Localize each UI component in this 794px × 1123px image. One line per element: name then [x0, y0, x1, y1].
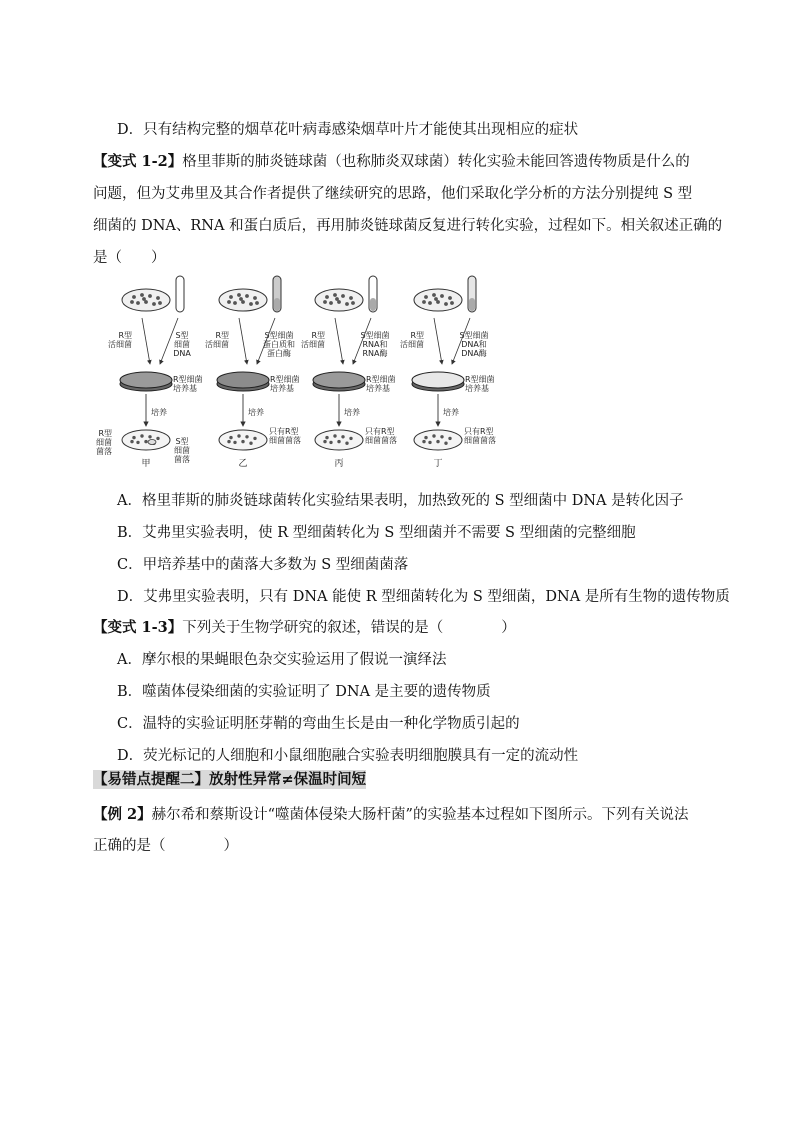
col-2-medium-plate — [217, 372, 269, 388]
col-3-source-dish — [315, 289, 363, 311]
col-4-only-r-label-line-2: 细菌菌落 — [464, 436, 496, 445]
col-1-source-colony — [132, 295, 136, 299]
col-4-source-dish — [414, 289, 462, 311]
col-2-result-r-colony — [245, 435, 248, 438]
col-1-source-colony — [156, 296, 160, 300]
col-3-medium-label-line-1: R型细菌 — [366, 375, 396, 384]
col-3-result-r-colony — [329, 441, 332, 444]
error-reminder-heading — [93, 770, 366, 790]
col-3-only-r-label-line-1: 只有R型 — [365, 427, 395, 436]
col-4-result-r-colony — [440, 435, 443, 438]
col-1-result-r-colony — [130, 440, 133, 443]
col-4-source-colony — [422, 300, 426, 304]
col-2-result-r-colony — [237, 434, 240, 437]
col-3-r-bacteria-label-line-1: R型 — [311, 331, 325, 340]
col-1-result-s-colony — [148, 440, 156, 445]
col-3-source-colony — [329, 301, 333, 305]
col-1-medium-plate — [120, 372, 172, 388]
col-4-source-colony — [444, 302, 448, 306]
col-4-source-colony — [450, 301, 454, 305]
col-4-result-r-colony — [424, 436, 427, 439]
col-4-source-colony — [428, 301, 432, 305]
example-2-stem-line-2: 正确的是（ ） — [93, 838, 238, 854]
col-3-addition-label-line-3: RNA酶 — [362, 349, 388, 358]
col-3-medium-label-line-2: 培养基 — [366, 384, 390, 393]
variant-1-3-tag: 【变式 1-3】 — [93, 619, 183, 636]
col-3-result-r-colony — [345, 442, 348, 445]
col-4-result-r-colony — [428, 441, 431, 444]
col-4-arrow-left — [434, 318, 442, 364]
col-4-source-colony — [440, 294, 444, 298]
col-1-r-bacteria-label-line-2: 活细菌 — [108, 340, 132, 349]
variant-1-2-option-d: D．艾弗里实验表明，只有 DNA 能使 R 型细菌转化为 S 型细菌，DNA 是所有生物的遗传物质 — [117, 589, 730, 605]
col-2-source-dish — [219, 289, 267, 311]
col-4-result-r-colony — [448, 437, 451, 440]
col-1-addition-label-line-1: S型 — [175, 331, 189, 340]
col-2-only-r-label-line-1: 只有R型 — [269, 427, 299, 436]
col-2-result-r-colony — [253, 437, 256, 440]
col-4-result-r-colony — [432, 434, 435, 437]
variant-1-2-stem-line-1: 【变式 1-2】格里菲斯的肺炎链球菌（也称肺炎双球菌）转化实验未能回答遗传物质是什么的 — [93, 153, 690, 170]
variant-1-2-stem-line-2: 问题，但为艾弗里及其合作者提供了继续研究的思路，他们采取化学分析的方法分别提纯 S 型 — [93, 186, 693, 202]
col-3-source-colony — [345, 302, 349, 306]
question-option-d: D．只有结构完整的烟草花叶病毒感染烟草叶片才能使其出现相应的症状 — [117, 122, 579, 138]
col-2-result-r-colony — [241, 440, 244, 443]
col-2-tube-liquid — [274, 298, 280, 311]
col-1-source-colony — [140, 293, 144, 297]
col-4-r-bacteria-label-line-1: R型 — [410, 331, 424, 340]
col-2-source-colony — [239, 297, 243, 301]
col-3-source-colony — [333, 293, 337, 297]
variant-1-2-option-c: C．甲培养基中的菌落大多数为 S 型细菌菌落 — [117, 557, 409, 573]
col-3-r-bacteria-label-line-2: 活细菌 — [301, 340, 325, 349]
col-1-source-colony — [136, 301, 140, 305]
col-1-tube-liquid — [177, 298, 183, 311]
col-2-source-colony — [255, 301, 259, 305]
example-2-stem-line-1: 【例 2】赫尔希和蔡斯设计“噬菌体侵染大肠杆菌”的实验基本过程如下图所示。下列有关说法 — [93, 806, 689, 823]
col-3-plate-name: 丙 — [334, 459, 344, 469]
col-2-addition-label-line-1: S型细菌 — [264, 331, 294, 340]
col-1-addition-label-line-3: DNA — [173, 349, 191, 358]
col-1-r-colony-label-line-2: 细菌 — [96, 438, 112, 447]
col-1-source-dish — [122, 289, 170, 311]
col-4-only-r-label-line-1: 只有R型 — [464, 427, 494, 436]
col-2-r-bacteria-label-line-2: 活细菌 — [205, 340, 229, 349]
col-1-addition-label-line-2: 细菌 — [174, 340, 190, 349]
variant-1-2-option-a: A．格里菲斯的肺炎链球菌转化实验结果表明，加热致死的 S 型细菌中 DNA 是转化因子 — [117, 493, 684, 509]
col-1-result-r-colony — [144, 440, 147, 443]
col-4-result-r-colony — [436, 440, 439, 443]
col-2-source-colony — [237, 293, 241, 297]
col-3-source-colony — [349, 296, 353, 300]
col-4-addition-label-line-2: DNA和 — [461, 340, 487, 349]
col-1-s-colony-label-line-3: 菌落 — [174, 455, 190, 464]
col-3-result-r-colony — [325, 436, 328, 439]
col-1-result-r-colony — [132, 436, 135, 439]
col-4-medium-label-line-1: R型细菌 — [465, 375, 495, 384]
col-2-culture-label: 培养 — [248, 408, 264, 417]
col-2-only-r-label-line-2: 细菌菌落 — [269, 436, 301, 445]
col-3-addition-label-line-2: RNA和 — [362, 340, 388, 349]
col-2-addition-label-line-3: 蛋白酶 — [267, 349, 291, 358]
variant-1-2-option-b: B．艾弗里实验表明，使 R 型细菌转化为 S 型细菌并不需要 S 型细菌的完整细胞 — [117, 525, 636, 541]
col-4-result-r-colony — [444, 442, 447, 445]
variant-1-2-stem-line-3: 细菌的 DNA、RNA 和蛋白质后，再用肺炎链球菌反复进行转化实验，过程如下。相关叙述正确的 — [93, 218, 723, 234]
col-4-medium-plate — [412, 372, 464, 388]
col-4-addition-label-line-1: S型细菌 — [459, 331, 489, 340]
col-2-result-r-colony — [229, 436, 232, 439]
variant-1-3-option-a: A．摩尔根的果蝇眼色杂交实验运用了假说一演绎法 — [117, 652, 447, 668]
col-3-culture-label: 培养 — [344, 408, 360, 417]
col-2-result-r-colony — [249, 442, 252, 445]
col-4-result-r-colony — [422, 440, 425, 443]
col-2-arrow-left — [239, 318, 247, 364]
col-4-plate-name: 丁 — [433, 459, 443, 469]
col-1-result-r-colony — [156, 437, 159, 440]
col-2-source-colony — [253, 296, 257, 300]
col-4-addition-label-line-3: DNA酶 — [461, 349, 487, 358]
col-1-r-bacteria-label-line-1: R型 — [118, 331, 132, 340]
col-1-result-r-colony — [148, 435, 151, 438]
variant-1-3-option-b: B．噬菌体侵染细菌的实验证明了 DNA 是主要的遗传物质 — [117, 684, 491, 700]
example-2-tag: 【例 2】 — [93, 806, 152, 823]
col-3-only-r-label-line-2: 细菌菌落 — [365, 436, 397, 445]
col-2-source-colony — [249, 302, 253, 306]
col-1-plate-name: 甲 — [141, 459, 151, 469]
col-1-r-colony-label-line-3: 菌落 — [96, 447, 112, 456]
error-reminder-tag: 【易错点提醒二】 — [93, 771, 209, 788]
col-3-result-r-colony — [349, 437, 352, 440]
col-3-source-colony — [335, 297, 339, 301]
col-2-plate-name: 乙 — [238, 459, 248, 469]
col-1-source-colony — [142, 297, 146, 301]
col-1-result-r-colony — [136, 441, 139, 444]
variant-1-3-option-c: C．温特的实验证明胚芽鞘的弯曲生长是由一种化学物质引起的 — [117, 716, 520, 732]
col-2-medium-label-line-1: R型细菌 — [270, 375, 300, 384]
col-3-source-colony — [323, 300, 327, 304]
col-3-result-r-colony — [337, 440, 340, 443]
col-3-source-colony — [325, 295, 329, 299]
error-reminder-text: 放射性异常≠保温时间短 — [209, 771, 367, 788]
col-4-source-colony — [448, 296, 452, 300]
col-2-r-bacteria-label-line-1: R型 — [215, 331, 229, 340]
col-1-medium-label-line-1: R型细菌 — [173, 375, 203, 384]
avery-transformation-figure — [98, 274, 503, 480]
col-1-source-colony — [158, 301, 162, 305]
col-3-source-colony — [351, 301, 355, 305]
variant-1-2-tag: 【变式 1-2】 — [93, 153, 183, 170]
col-2-addition-label-line-2: 蛋白质和 — [263, 340, 295, 349]
col-1-result-r-colony — [140, 434, 143, 437]
col-2-medium-label-line-2: 培养基 — [270, 384, 294, 393]
col-1-culture-label: 培养 — [151, 408, 167, 417]
col-1-source-colony — [130, 300, 134, 304]
col-1-source-colony — [148, 294, 152, 298]
col-1-s-colony-label-line-1: S型 — [175, 437, 189, 446]
col-2-source-colony — [245, 294, 249, 298]
col-3-arrow-left — [335, 318, 343, 364]
col-1-arrow-left — [142, 318, 150, 364]
col-4-source-colony — [434, 297, 438, 301]
col-2-source-colony — [229, 295, 233, 299]
variant-1-3-option-d: D．荧光标记的人细胞和小鼠细胞融合实验表明细胞膜具有一定的流动性 — [117, 748, 579, 764]
col-2-source-colony — [233, 301, 237, 305]
col-4-culture-label: 培养 — [443, 408, 459, 417]
col-2-result-r-colony — [233, 441, 236, 444]
col-4-medium-label-line-2: 培养基 — [465, 384, 489, 393]
col-2-source-colony — [227, 300, 231, 304]
col-1-s-colony-label-line-2: 细菌 — [174, 446, 190, 455]
col-4-tube-liquid — [469, 298, 475, 311]
col-3-source-colony — [341, 294, 345, 298]
col-3-result-r-colony — [341, 435, 344, 438]
col-3-result-r-colony — [323, 440, 326, 443]
col-1-source-colony — [152, 302, 156, 306]
col-4-source-colony — [424, 295, 428, 299]
col-1-r-colony-label-line-1: R型 — [98, 429, 112, 438]
col-1-medium-label-line-2: 培养基 — [173, 384, 197, 393]
variant-1-3-stem: 【变式 1-3】下列关于生物学研究的叙述，错误的是（ ） — [93, 619, 516, 636]
col-3-result-r-colony — [333, 434, 336, 437]
col-3-addition-label-line-1: S型细菌 — [360, 331, 390, 340]
col-3-tube-liquid — [370, 298, 376, 311]
col-4-r-bacteria-label-line-2: 活细菌 — [400, 340, 424, 349]
col-3-medium-plate — [313, 372, 365, 388]
col-4-source-colony — [432, 293, 436, 297]
variant-1-2-stem-line-4: 是（ ） — [93, 250, 166, 266]
col-2-result-r-colony — [227, 440, 230, 443]
